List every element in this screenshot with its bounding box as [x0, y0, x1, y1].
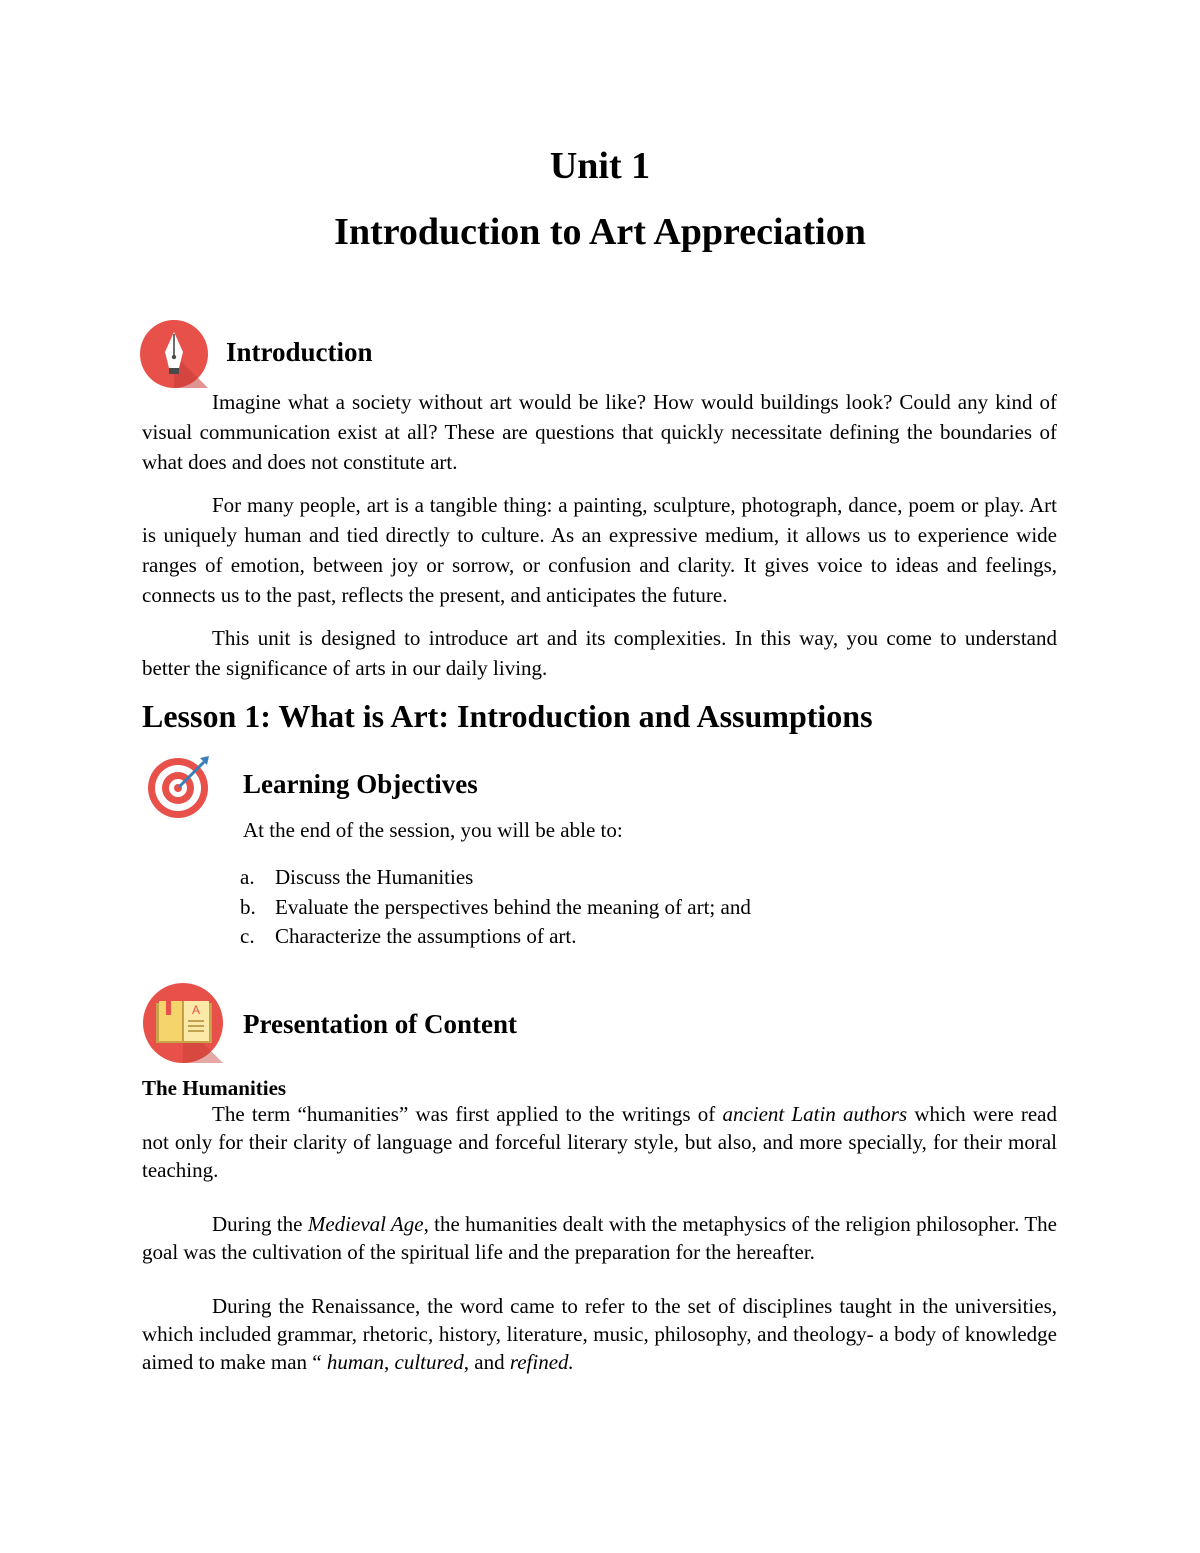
lesson-title: Lesson 1: What is Art: Introduction and Assumptions [142, 698, 873, 734]
learning-objectives-heading: Learning Objectives [243, 769, 478, 799]
intro-paragraph-3: This unit is designed to introduce art and its complexities. In this way, you come to understand better the significance of arts in our daily living. [142, 626, 1057, 680]
content-paragraph-2: During the Medieval Age, the humanities dealt with the metaphysics of the religion philosopher. The goal was the cultivation of the spiritual life and the preparation for the hereafter. [142, 1212, 1057, 1264]
list-item: a. Discuss the Humanities [240, 865, 474, 889]
content-paragraph-3: During the Renaissance, the word came to refer to the set of disciplines taught in the universities, which included grammar, rhetoric, history, literature, music, philosophy, and theology- a body of knowledge aimed to make man “ human, cultured, and refined. [142, 1294, 1057, 1374]
book-icon [142, 983, 226, 1063]
book-icon-letter: A [191, 1003, 201, 1017]
presentation-heading: Presentation of Content [243, 1009, 517, 1039]
target-icon [146, 752, 214, 820]
unit-number: Unit 1 [549, 145, 651, 187]
pen-nib-icon [140, 320, 208, 388]
list-item: c. Characterize the assumptions of art. [240, 924, 577, 948]
objectives-lead: At the end of the session, you will be able to: [243, 818, 623, 842]
list-item: b. Evaluate the perspectives behind the meaning of art; and [240, 895, 751, 919]
humanities-subheading: The Humanities [142, 1076, 287, 1100]
content-paragraph-1: The term “humanities” was first applied to the writings of ancient Latin authors which were read not only for their clarity of language and forceful literary style, but also, and more specially, for their moral teaching. [142, 1102, 1057, 1182]
unit-title: Introduction to Art Appreciation [334, 211, 866, 253]
intro-paragraph-1: Imagine what a society without art would be like? How would buildings look? Could any kind of visual communication exist at all? These are questions that quickly necessitate defining the boundaries of what does and does not constitute art. [142, 390, 1057, 474]
intro-paragraph-2: For many people, art is a tangible thing: a painting, sculpture, photograph, dance, poem or play. Art is uniquely human and tied directly to culture. As an expressive medium, it allows us to experience wide ranges of emotion, between joy or sorrow, or confusion and clarity. It gives voice to ideas and feelings, connects us to the past, reflects the present, and anticipates the future. [142, 493, 1057, 607]
introduction-heading: Introduction [226, 337, 373, 367]
